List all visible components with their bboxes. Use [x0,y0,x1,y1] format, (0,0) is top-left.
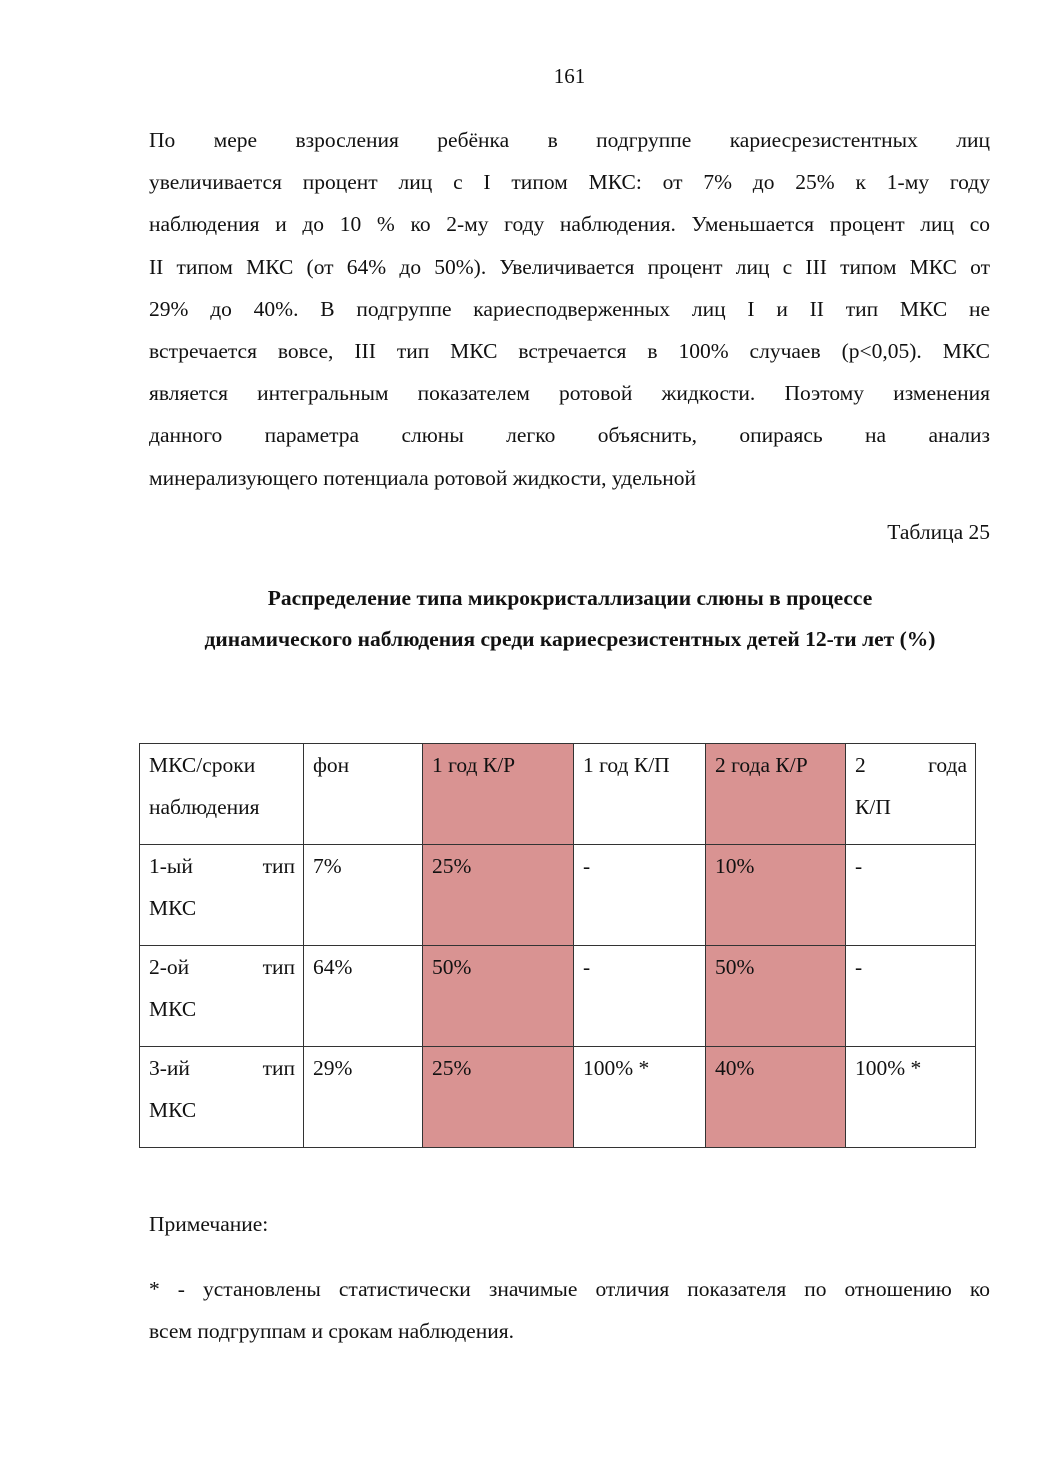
row-label-cell [140,845,304,946]
cell-2y-kr: 50% [706,946,846,1047]
cell-1y-kr: 50% [423,946,574,1047]
paragraph-line: По мере взросления ребёнка в подгруппе кариесрезистентных лиц [149,128,990,152]
body-paragraph [149,119,990,499]
row-label-split [149,1047,295,1089]
cell-2y-kp: 100% * [846,1047,976,1148]
row-label-text: 1-ый [149,854,193,878]
cell-1y-kp: - [574,946,706,1047]
header-text: наблюдения [149,795,260,819]
page-number: 161 [553,64,586,88]
paragraph-line: II типом МКС (от 64% до 50%). Увеличивается процент лиц с III типом МКС от [149,254,990,279]
paragraph-line: минерализующего потенциала ротовой жидкости, удельной [149,465,697,490]
cell-1y-kp: - [574,845,706,946]
header-text: К/П [855,795,891,819]
header-cell-2y-kp [846,744,976,845]
cell-1y-kr: 25% [423,845,574,946]
row-label-cell [140,1047,304,1148]
row-label-cell [140,946,304,1047]
cell-2y-kp: - [846,946,976,1047]
cell-2y-kr: 40% [706,1047,846,1148]
data-table [139,743,976,1148]
paragraph-line: 29% до 40%. В подгруппе кариесподверженных лиц I и II тип МКС не [149,296,990,321]
cell-fon: 64% [304,946,423,1047]
paragraph-line: увеличивается процент лиц с I типом МКС: от 7% до 25% к 1-му году [149,170,990,195]
header-cell-1y-kr: 1 год К/Р [423,744,574,845]
row-label-text: МКС [149,896,197,920]
cell-2y-kp: - [846,845,976,946]
paragraph-line: является интегральным показателем ротовой жидкости. Поэтому изменения [149,381,990,406]
cell-fon: 29% [304,1047,423,1148]
header-cell-fon: фон [304,744,423,845]
table-row [140,845,976,946]
row-label-text: 2-ой [149,955,190,979]
row-label-text: 3-ий [149,1056,190,1080]
header-text: 2 [855,753,866,777]
header-cell-1y-kp: 1 год К/П [574,744,706,845]
table-header-row [140,744,976,845]
note-text [149,1268,990,1352]
row-label-text: тип [262,955,295,979]
cell-2y-kr: 10% [706,845,846,946]
header-cell-mks-period [140,744,304,845]
row-label-text: МКС [149,1098,197,1122]
table-number: Таблица 25 [887,520,990,544]
table-row [140,1047,976,1148]
cell-fon: 7% [304,845,423,946]
note-label: Примечание: [149,1212,269,1236]
paragraph-line: встречается вовсе, III тип МКС встречается в 100% случаев (p<0,05). МКС [149,339,990,364]
header-text-split [855,744,967,786]
header-text: МКС/сроки [149,753,256,777]
cell-1y-kp: 100% * [574,1047,706,1148]
table-title-line: Распределение типа микрокристаллизации слюны в процессе [267,586,873,610]
row-label-text: МКС [149,997,197,1021]
note-line: всем подгруппам и срокам наблюдения. [149,1319,514,1344]
table-title-line: динамического наблюдения среди кариесрезистентных детей 12-ти лет (%) [204,627,936,651]
cell-1y-kr: 25% [423,1047,574,1148]
row-label-split [149,845,295,887]
paragraph-line: наблюдения и до 10 % ко 2-му году наблюдения. Уменьшается процент лиц со [149,212,990,237]
paragraph-line: данного параметра слюны легко объяснить, опираясь на анализ [149,423,990,448]
row-label-text: тип [262,1056,295,1080]
row-label-text: тип [262,854,295,878]
header-text: года [928,753,967,777]
header-cell-2y-kr: 2 года К/Р [706,744,846,845]
table-row [140,946,976,1047]
row-label-split [149,946,295,988]
note-line: * - установлены статистически значимые отличия показателя по отношению ко [149,1277,990,1301]
table-title [140,578,1000,660]
